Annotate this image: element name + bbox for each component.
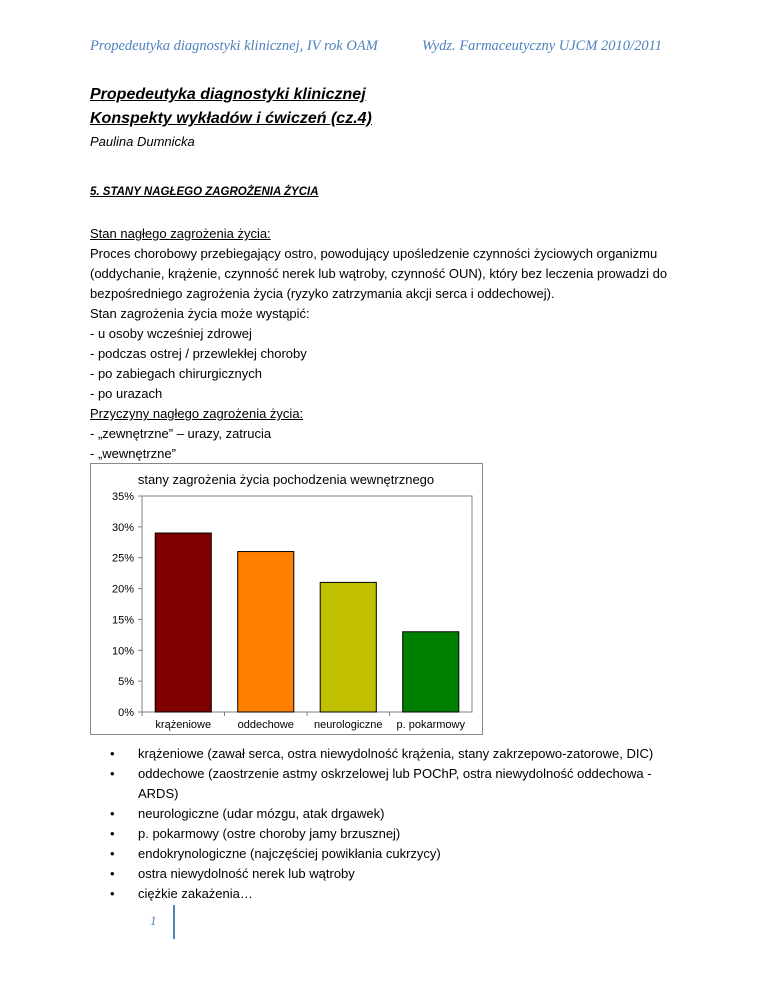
list-item-text: ciężkie zakażenia… xyxy=(138,886,253,901)
list-item-text: p. pokarmowy (ostre choroby jamy brzusznej) xyxy=(138,826,401,841)
paragraph-line: - podczas ostrej / przewlekłej choroby xyxy=(90,346,307,361)
x-tick-label: oddechowe xyxy=(237,719,294,731)
x-tick-label: p. pokarmowy xyxy=(396,719,465,731)
paragraph-line: - po zabiegach chirurgicznych xyxy=(90,366,262,381)
paragraph-line: bezpośredniego zagrożenia życia (ryzyko zatrzymania akcji serca i oddechowej). xyxy=(90,286,555,301)
list-item xyxy=(110,764,690,804)
list-item xyxy=(110,744,690,764)
list-item xyxy=(110,884,690,904)
bar xyxy=(403,632,459,712)
bullet-glyph: • xyxy=(110,886,115,901)
bullet-glyph: • xyxy=(110,746,115,761)
bullet-glyph: • xyxy=(110,846,115,861)
y-tick-label: 10% xyxy=(111,645,134,658)
paragraph-line: (oddychanie, krążenie, czynność nerek lub wątroby, czynność OUN), który bez leczenia prowadzi do xyxy=(90,266,668,281)
y-tick-label: 20% xyxy=(111,583,134,596)
list-item xyxy=(110,844,690,864)
definition-heading: Stan nagłego zagrożenia życia: xyxy=(90,226,271,241)
paragraph-line: - „wewnętrzne” xyxy=(90,446,176,461)
header-course: Propedeutyka diagnostyki klinicznej, IV rok OAM xyxy=(90,38,378,54)
bar xyxy=(320,582,376,712)
list-item-text: endokrynologiczne (najczęściej powikłania cukrzycy) xyxy=(138,846,441,861)
bullet-glyph: • xyxy=(110,826,115,841)
bar xyxy=(155,533,211,712)
paragraph-line: Stan zagrożenia życia może wystąpić: xyxy=(90,306,310,321)
list-item xyxy=(110,804,690,824)
list-item-text: oddechowe (zaostrzenie astmy oskrzelowej lub POChP, ostra niewydolność oddechowa - ARDS) xyxy=(138,766,652,801)
page-number: 1 xyxy=(150,913,157,928)
paragraph-line: Proces chorobowy przebiegający ostro, powodujący upośledzenie czynności życiowych organizmu xyxy=(90,246,658,261)
section-heading: 5. STANY NAGŁEGO ZAGROŻENIA ŻYCIA xyxy=(90,186,319,198)
bullet-list xyxy=(110,744,690,904)
paragraph-line: - po urazach xyxy=(90,386,163,401)
list-item-text: krążeniowe (zawał serca, ostra niewydolność krążenia, stany zakrzepowo-zatorowe, DIC) xyxy=(138,746,654,761)
chart-title: stany zagrożenia życia pochodzenia wewnętrznego xyxy=(137,472,435,487)
x-tick-label: neurologiczne xyxy=(314,719,383,731)
list-item xyxy=(110,864,690,884)
document-title: Propedeutyka diagnostyki klinicznej xyxy=(90,86,366,103)
document-subtitle: Konspekty wykładów i ćwiczeń (cz.4) xyxy=(90,110,372,127)
page-number-bar xyxy=(173,905,175,939)
y-tick-label: 0% xyxy=(118,707,134,719)
header-faculty: Wydz. Farmaceutyczny UJCM 2010/2011 xyxy=(422,38,663,54)
causes-block xyxy=(90,404,690,464)
list-item xyxy=(110,824,690,844)
bullet-glyph: • xyxy=(110,766,115,781)
definition-block xyxy=(90,224,690,404)
bullet-glyph: • xyxy=(110,866,115,881)
bullet-glyph: • xyxy=(110,806,115,821)
y-tick-label: 5% xyxy=(118,676,134,689)
list-item-text: ostra niewydolność nerek lub wątroby xyxy=(138,866,355,881)
y-tick-label: 15% xyxy=(111,614,134,627)
paragraph-line: - u osoby wcześniej zdrowej xyxy=(90,326,252,341)
bar xyxy=(238,552,294,712)
author-name: Paulina Dumnicka xyxy=(90,134,195,149)
y-tick-label: 25% xyxy=(111,552,134,565)
x-tick-label: krążeniowe xyxy=(155,719,212,731)
causes-heading: Przyczyny nagłego zagrożenia życia: xyxy=(90,406,304,421)
y-tick-label: 35% xyxy=(111,491,134,503)
bar-chart xyxy=(90,463,483,735)
y-tick-label: 30% xyxy=(111,521,134,534)
list-item-text: neurologiczne (udar mózgu, atak drgawek) xyxy=(138,806,385,821)
paragraph-line: - „zewnętrzne” – urazy, zatrucia xyxy=(90,426,272,441)
